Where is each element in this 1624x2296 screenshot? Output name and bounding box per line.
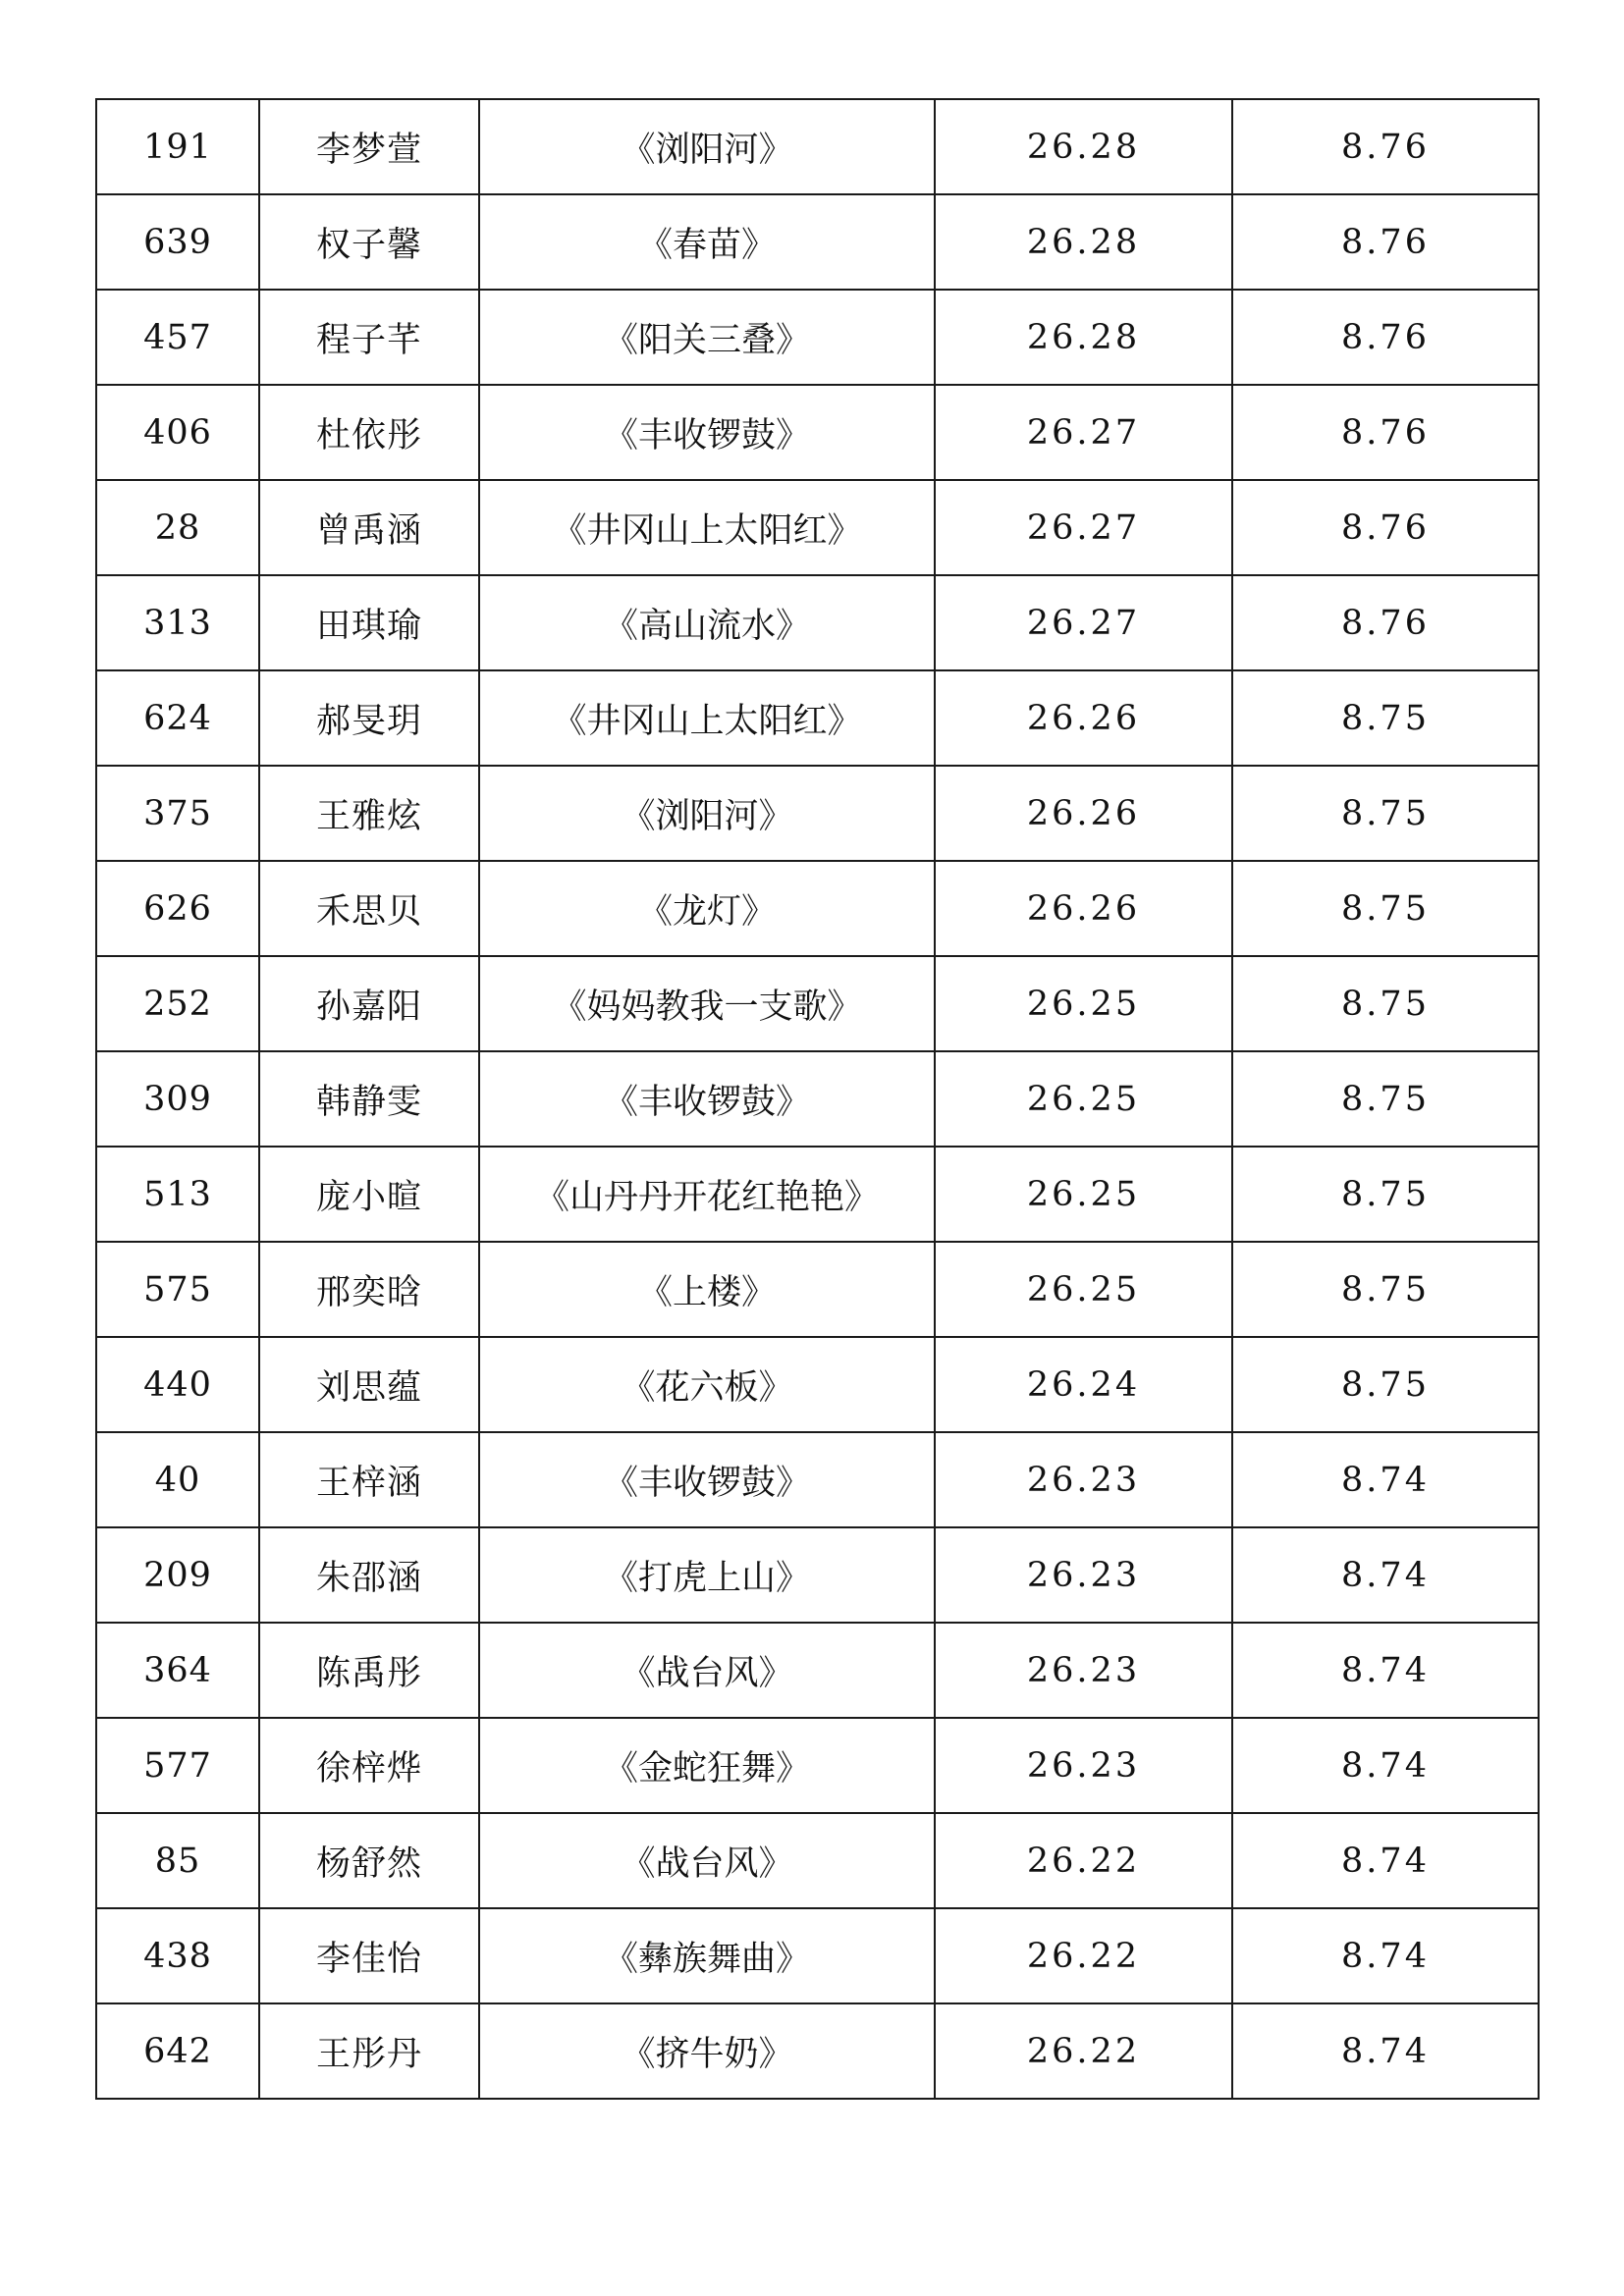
total-score: 26.27: [935, 480, 1232, 575]
table-row: [96, 1147, 1539, 1242]
total-score: 26.27: [935, 575, 1232, 670]
contestant-number: 309: [96, 1051, 259, 1147]
table-row: [96, 385, 1539, 480]
piece-title: 《高山流水》: [479, 575, 935, 670]
contestant-name: 郝旻玥: [259, 670, 479, 766]
average-score: 8.74: [1232, 1432, 1539, 1527]
contestant-name: 韩静雯: [259, 1051, 479, 1147]
contestant-number: 40: [96, 1432, 259, 1527]
total-score: 26.28: [935, 194, 1232, 290]
total-score: 26.28: [935, 290, 1232, 385]
piece-title: 《浏阳河》: [479, 766, 935, 861]
average-score: 8.75: [1232, 1337, 1539, 1432]
contestant-number: 438: [96, 1908, 259, 2003]
table-row: [96, 1718, 1539, 1813]
total-score: 26.25: [935, 956, 1232, 1051]
contestant-name: 程子芊: [259, 290, 479, 385]
total-score: 26.25: [935, 1242, 1232, 1337]
contestant-number: 406: [96, 385, 259, 480]
contestant-number: 209: [96, 1527, 259, 1623]
table-row: [96, 575, 1539, 670]
table-row: [96, 194, 1539, 290]
contestant-name: 王梓涵: [259, 1432, 479, 1527]
contestant-name: 刘思蕴: [259, 1337, 479, 1432]
piece-title: 《丰收锣鼓》: [479, 1051, 935, 1147]
piece-title: 《浏阳河》: [479, 99, 935, 194]
contestant-number: 624: [96, 670, 259, 766]
contestant-number: 575: [96, 1242, 259, 1337]
total-score: 26.26: [935, 766, 1232, 861]
contestant-name: 朱邵涵: [259, 1527, 479, 1623]
contestant-name: 田琪瑜: [259, 575, 479, 670]
table-row: [96, 1337, 1539, 1432]
average-score: 8.76: [1232, 290, 1539, 385]
piece-title: 《上楼》: [479, 1242, 935, 1337]
average-score: 8.74: [1232, 1623, 1539, 1718]
total-score: 26.23: [935, 1527, 1232, 1623]
piece-title: 《妈妈教我一支歌》: [479, 956, 935, 1051]
piece-title: 《丰收锣鼓》: [479, 385, 935, 480]
results-table-body: [96, 99, 1539, 2099]
contestant-number: 28: [96, 480, 259, 575]
table-row: [96, 1813, 1539, 1908]
average-score: 8.75: [1232, 861, 1539, 956]
average-score: 8.74: [1232, 1908, 1539, 2003]
contestant-number: 191: [96, 99, 259, 194]
piece-title: 《战台风》: [479, 1623, 935, 1718]
piece-title: 《彝族舞曲》: [479, 1908, 935, 2003]
total-score: 26.26: [935, 670, 1232, 766]
contestant-number: 364: [96, 1623, 259, 1718]
total-score: 26.23: [935, 1623, 1232, 1718]
table-row: [96, 480, 1539, 575]
total-score: 26.24: [935, 1337, 1232, 1432]
table-row: [96, 1432, 1539, 1527]
contestant-name: 杨舒然: [259, 1813, 479, 1908]
total-score: 26.28: [935, 99, 1232, 194]
total-score: 26.22: [935, 1813, 1232, 1908]
contestant-number: 252: [96, 956, 259, 1051]
contestant-name: 陈禹彤: [259, 1623, 479, 1718]
average-score: 8.75: [1232, 766, 1539, 861]
piece-title: 《挤牛奶》: [479, 2003, 935, 2099]
piece-title: 《花六板》: [479, 1337, 935, 1432]
table-row: [96, 670, 1539, 766]
contestant-name: 权子馨: [259, 194, 479, 290]
contestant-number: 313: [96, 575, 259, 670]
piece-title: 《山丹丹开花红艳艳》: [479, 1147, 935, 1242]
average-score: 8.74: [1232, 1718, 1539, 1813]
average-score: 8.75: [1232, 1147, 1539, 1242]
average-score: 8.75: [1232, 1051, 1539, 1147]
average-score: 8.75: [1232, 956, 1539, 1051]
contestant-number: 642: [96, 2003, 259, 2099]
contestant-name: 禾思贝: [259, 861, 479, 956]
average-score: 8.74: [1232, 1813, 1539, 1908]
contestant-name: 孙嘉阳: [259, 956, 479, 1051]
average-score: 8.75: [1232, 1242, 1539, 1337]
piece-title: 《金蛇狂舞》: [479, 1718, 935, 1813]
results-table: [95, 98, 1540, 2100]
table-row: [96, 99, 1539, 194]
contestant-name: 曾禹涵: [259, 480, 479, 575]
contestant-number: 375: [96, 766, 259, 861]
total-score: 26.25: [935, 1051, 1232, 1147]
table-row: [96, 290, 1539, 385]
contestant-number: 639: [96, 194, 259, 290]
average-score: 8.76: [1232, 194, 1539, 290]
piece-title: 《龙灯》: [479, 861, 935, 956]
table-row: [96, 1527, 1539, 1623]
table-row: [96, 1908, 1539, 2003]
average-score: 8.74: [1232, 1527, 1539, 1623]
total-score: 26.22: [935, 2003, 1232, 2099]
total-score: 26.22: [935, 1908, 1232, 2003]
contestant-name: 李梦萱: [259, 99, 479, 194]
piece-title: 《阳关三叠》: [479, 290, 935, 385]
contestant-name: 王雅炫: [259, 766, 479, 861]
average-score: 8.75: [1232, 670, 1539, 766]
total-score: 26.26: [935, 861, 1232, 956]
piece-title: 《井冈山上太阳红》: [479, 670, 935, 766]
contestant-name: 徐梓烨: [259, 1718, 479, 1813]
contestant-name: 李佳怡: [259, 1908, 479, 2003]
total-score: 26.23: [935, 1432, 1232, 1527]
contestant-number: 457: [96, 290, 259, 385]
piece-title: 《井冈山上太阳红》: [479, 480, 935, 575]
average-score: 8.76: [1232, 575, 1539, 670]
average-score: 8.76: [1232, 99, 1539, 194]
total-score: 26.23: [935, 1718, 1232, 1813]
total-score: 26.27: [935, 385, 1232, 480]
contestant-number: 85: [96, 1813, 259, 1908]
table-row: [96, 1623, 1539, 1718]
piece-title: 《春苗》: [479, 194, 935, 290]
contestant-number: 440: [96, 1337, 259, 1432]
average-score: 8.74: [1232, 2003, 1539, 2099]
table-row: [96, 956, 1539, 1051]
table-row: [96, 861, 1539, 956]
piece-title: 《战台风》: [479, 1813, 935, 1908]
table-row: [96, 2003, 1539, 2099]
average-score: 8.76: [1232, 385, 1539, 480]
average-score: 8.76: [1232, 480, 1539, 575]
table-row: [96, 1242, 1539, 1337]
contestant-name: 庞小暄: [259, 1147, 479, 1242]
contestant-name: 邢奕晗: [259, 1242, 479, 1337]
contestant-number: 626: [96, 861, 259, 956]
contestant-number: 577: [96, 1718, 259, 1813]
total-score: 26.25: [935, 1147, 1232, 1242]
piece-title: 《打虎上山》: [479, 1527, 935, 1623]
table-row: [96, 1051, 1539, 1147]
table-row: [96, 766, 1539, 861]
contestant-name: 王彤丹: [259, 2003, 479, 2099]
piece-title: 《丰收锣鼓》: [479, 1432, 935, 1527]
contestant-number: 513: [96, 1147, 259, 1242]
contestant-name: 杜依彤: [259, 385, 479, 480]
